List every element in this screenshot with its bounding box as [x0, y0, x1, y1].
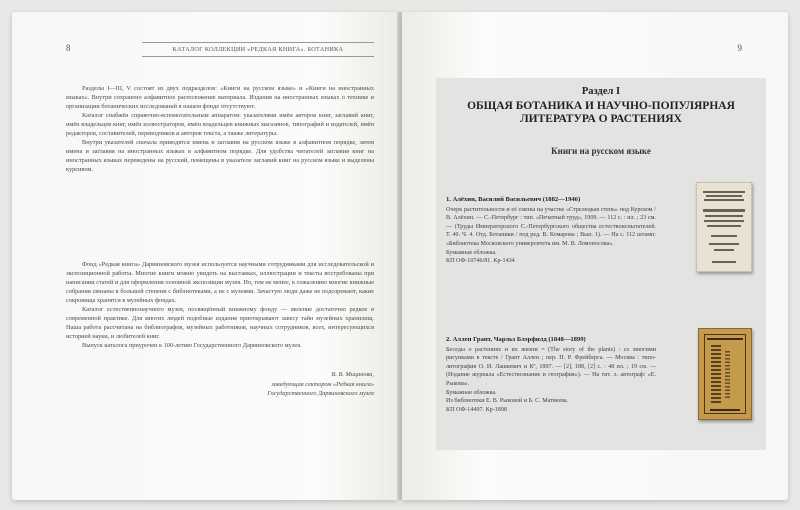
page-number-right: 9	[737, 43, 742, 53]
signature-role	[192, 380, 374, 398]
section-title	[436, 100, 766, 126]
museum-paragraph: Выпуск каталога приурочен к 100-летию Государственного Дарвиновского музея.	[82, 342, 302, 349]
book-cover-image	[696, 182, 752, 272]
section-title-line: ЛИТЕРАТУРА О РАСТЕНИЯХ	[520, 113, 682, 125]
entry-line: КП ОФ-10746/81. Кр-1434	[446, 258, 515, 265]
page-number-left: 8	[66, 43, 71, 53]
intro-paragraph: Каталог снабжён справочно-вспомогательным аппаратом: указателями имён авторов книг, заглавий книг, имён владельцев книг, имён иллюстраторов, имён владельцев книжных магазинов, типографий и издателей, имён редакторов, составителей, переводчиков и авторов текста, а также литературы.	[66, 112, 374, 137]
entry-line: Бумажная обложка.	[446, 249, 497, 256]
section-title-line: ОБЩАЯ БОТАНИКА И НАУЧНО-ПОПУЛЯРНАЯ	[467, 100, 735, 112]
signature-role-line: Государственного Дарвиновского музея	[267, 390, 374, 397]
entry-heading: 2. Аллен Грант, Чарльз Блэрфилд (1848—1899)	[446, 336, 586, 343]
entry-line: Очерк растительности и её смены на участке «Стрелецкая степь» под Курском / В. Алёхин. — С.-Петербург : тип. «Печатный труд», 1909. — 112 с. : ил. ; 23 см. — (Труды Императорского С.-Петербургского общества естествоиспытателей. Т. 40. Ч. 4. Отд. Ботаники / под ред. В. Комарова ; Вып. 1). — На с. 112 штамп: «Библиотека Московского университета им. М. В. Ломоносова».	[446, 206, 656, 247]
museum-text	[66, 260, 374, 350]
left-page	[12, 12, 398, 500]
section-box	[436, 78, 766, 450]
signature-name: В. В. Мицанова,	[331, 371, 374, 378]
intro-text	[66, 84, 374, 174]
entry-heading: 1. Алёхин, Василий Васильевич (1882—1946)	[446, 196, 581, 203]
museum-paragraph: Фонд «Редкая книга» Дарвиновского музея используется научными сотрудниками для исследовательской и экспозиционной работы. Многие книги можно увидеть на выставках, иллюстрации и тексты востребованы при написании статей и для оформления основной экспозиции музея. Но, тем не менее, к сожалению многие книжные собрания связаны в большей степени с библиотеками, а не с музеями. Зачастую люди даже не подозревают, какие сокровища хранятся в музейных фондах.	[66, 261, 374, 304]
entry-line: Бумажная обложка.	[446, 389, 497, 396]
intro-paragraph: Внутри указателей сначала приводятся имена и заглавия на русском языке в алфавитном порядке, затем имена и заглавия на иностранных языках в алфавитном порядке. Для удобства читателей заглавия книг на иностранных языках переведены на русский, помещены в указателе заглавий книг на русском языке и выделены курсивом.	[66, 139, 374, 173]
catalog-entry	[446, 196, 656, 266]
catalog-entry	[446, 336, 656, 414]
running-head: КАТАЛОГ КОЛЛЕКЦИИ «РЕДКАЯ КНИГА». БОТАНИКА	[142, 42, 374, 57]
signature-role-line: заведующая сектором «Редкая книга»	[271, 381, 374, 388]
museum-paragraph: Каталог естественнонаучного музея, посвящённый книжному фонду — явление достаточно редкое в современной практике. Для многих людей подобные издания приоткрывают завесу тайн музейных хранилищ. Наша работа рассчитана на библиографов, музейных работников, научных сотрудников, всех, интересующихся историей науки, и любителей книг.	[66, 306, 374, 340]
book-cover-image	[698, 328, 752, 420]
section-label: Раздел I	[581, 86, 621, 97]
entry-line: Беседы о растениях и их жизни = (The story of the plants) : со многими рисунками в тексте / Грант Аллен ; пер. П. Р. Фрейберга. — Москва : типо-литография О. И. Лашкевич и Кº, 1897. — [2], 188, [2] с. : 48 ил. ; 19 см. — (Издание журнала «Естествознание и география»). — На тит. л. автограф: «Е. Рыкова».	[446, 346, 656, 387]
intro-paragraph: Разделы I—III, V состоят из двух подразделов: «Книги на русском языке» и «Книги на иностранных языках». Внутри сохранено алфавитное расположение материала. Издания на иностранных языках о технике и организации ботанических исследований в нашем фонде отсутствуют.	[66, 85, 374, 110]
entry-line: КП ОФ-14497. Кр-1898	[446, 406, 507, 413]
right-page	[402, 12, 788, 500]
subsection-title: Книги на русском языке	[551, 146, 651, 156]
entry-line: Из библиотеки Е. В. Рыковой и Б. С. Матвеева.	[446, 398, 569, 405]
open-book	[12, 12, 788, 502]
